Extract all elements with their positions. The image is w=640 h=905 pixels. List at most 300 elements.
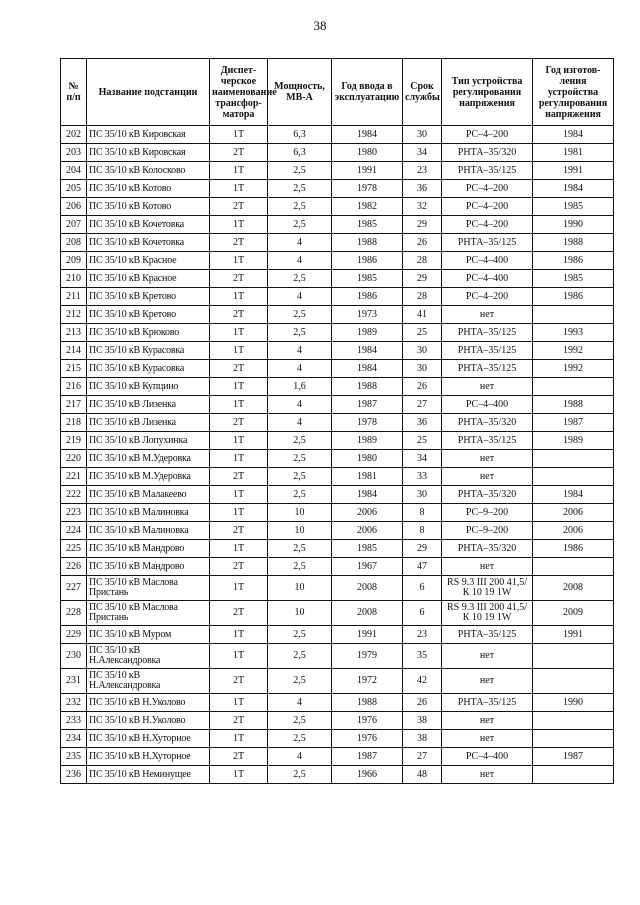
cell-power: 2,5: [268, 766, 332, 784]
cell-service-term: 38: [403, 712, 442, 730]
header-dispatch-name: Диспет- черское наименование трансфор- матора: [210, 59, 268, 126]
cell-regulator-type: нет: [442, 306, 533, 324]
cell-substation-name: ПС 35/10 кВ Маслова Пристань: [87, 601, 210, 626]
cell-regulator-year: 1988: [533, 234, 614, 252]
cell-substation-name: ПС 35/10 кВ Н.Хуторное: [87, 748, 210, 766]
table-row: [61, 342, 614, 360]
cell-regulator-type: нет: [442, 644, 533, 669]
cell-service-term: 8: [403, 504, 442, 522]
cell-substation-name: ПС 35/10 кВ Малиновка: [87, 504, 210, 522]
cell-dispatch-name: 1Т: [210, 486, 268, 504]
cell-regulator-type: РС–4–200: [442, 216, 533, 234]
cell-commission-year: 1986: [332, 288, 403, 306]
cell-number: 216: [61, 378, 87, 396]
cell-commission-year: 1988: [332, 694, 403, 712]
cell-regulator-type: РС–9–200: [442, 522, 533, 540]
cell-dispatch-name: 1Т: [210, 324, 268, 342]
cell-dispatch-name: 1Т: [210, 378, 268, 396]
cell-regulator-type: нет: [442, 558, 533, 576]
cell-service-term: 28: [403, 288, 442, 306]
cell-number: 224: [61, 522, 87, 540]
cell-number: 206: [61, 198, 87, 216]
cell-regulator-type: РС–4–400: [442, 270, 533, 288]
cell-substation-name: ПС 35/10 кВ Курасовка: [87, 342, 210, 360]
cell-regulator-year: [533, 558, 614, 576]
cell-substation-name: ПС 35/10 кВ Лизенка: [87, 414, 210, 432]
cell-commission-year: 1967: [332, 558, 403, 576]
cell-substation-name: ПС 35/10 кВ Н.Уколово: [87, 712, 210, 730]
cell-power: 2,5: [268, 324, 332, 342]
page-number: 38: [313, 18, 327, 33]
table-row: [61, 198, 614, 216]
table-row: [61, 540, 614, 558]
cell-substation-name: ПС 35/10 кВ Кировская: [87, 126, 210, 144]
cell-regulator-year: [533, 450, 614, 468]
cell-substation-name: ПС 35/10 кВ Кретово: [87, 288, 210, 306]
cell-commission-year: 1972: [332, 669, 403, 694]
cell-number: 235: [61, 748, 87, 766]
cell-dispatch-name: 1Т: [210, 626, 268, 644]
cell-regulator-type: RS 9.3 III 200 41,5/К 10 19 1W: [442, 601, 533, 626]
cell-power: 2,5: [268, 669, 332, 694]
table-row: [61, 504, 614, 522]
cell-commission-year: 1988: [332, 234, 403, 252]
cell-number: 231: [61, 669, 87, 694]
cell-regulator-type: нет: [442, 730, 533, 748]
cell-substation-name: ПС 35/10 кВ Лизенка: [87, 396, 210, 414]
cell-power: 2,5: [268, 468, 332, 486]
cell-substation-name: ПС 35/10 кВ Малиновка: [87, 522, 210, 540]
cell-commission-year: 1980: [332, 450, 403, 468]
cell-regulator-type: РНТА–35/320: [442, 540, 533, 558]
cell-dispatch-name: 1Т: [210, 576, 268, 601]
cell-regulator-year: 1988: [533, 396, 614, 414]
cell-substation-name: ПС 35/10 кВ Маслова Пристань: [87, 576, 210, 601]
cell-power: 4: [268, 748, 332, 766]
table-row: [61, 450, 614, 468]
table-row: [61, 601, 614, 626]
table-row: [61, 694, 614, 712]
cell-regulator-year: 1989: [533, 432, 614, 450]
table-row: [61, 288, 614, 306]
table-row: [61, 144, 614, 162]
cell-service-term: 48: [403, 766, 442, 784]
cell-number: 233: [61, 712, 87, 730]
cell-service-term: 34: [403, 144, 442, 162]
cell-service-term: 30: [403, 360, 442, 378]
table-row: [61, 126, 614, 144]
table-row: [61, 558, 614, 576]
cell-regulator-year: [533, 730, 614, 748]
cell-regulator-year: 1987: [533, 748, 614, 766]
cell-number: 223: [61, 504, 87, 522]
cell-substation-name: ПС 35/10 кВ М.Удеровка: [87, 468, 210, 486]
cell-power: 2,5: [268, 270, 332, 288]
cell-substation-name: ПС 35/10 кВ Мандрово: [87, 540, 210, 558]
cell-commission-year: 1985: [332, 216, 403, 234]
cell-number: 234: [61, 730, 87, 748]
cell-power: 4: [268, 342, 332, 360]
cell-commission-year: 1966: [332, 766, 403, 784]
cell-regulator-type: РС–4–400: [442, 748, 533, 766]
cell-number: 232: [61, 694, 87, 712]
cell-commission-year: 1989: [332, 324, 403, 342]
cell-dispatch-name: 2Т: [210, 748, 268, 766]
cell-regulator-type: РС–4–200: [442, 126, 533, 144]
header-regulator-year: Год изготов- ления устройства регулирования напряжения: [533, 59, 614, 126]
cell-service-term: 6: [403, 601, 442, 626]
cell-power: 2,5: [268, 626, 332, 644]
cell-power: 2,5: [268, 180, 332, 198]
cell-regulator-year: 1987: [533, 414, 614, 432]
cell-power: 10: [268, 601, 332, 626]
cell-regulator-year: 1990: [533, 694, 614, 712]
cell-commission-year: 1989: [332, 432, 403, 450]
cell-service-term: 27: [403, 396, 442, 414]
cell-service-term: 41: [403, 306, 442, 324]
cell-commission-year: 1984: [332, 126, 403, 144]
cell-power: 2,5: [268, 306, 332, 324]
table-row: [61, 324, 614, 342]
cell-power: 6,3: [268, 126, 332, 144]
cell-service-term: 25: [403, 324, 442, 342]
cell-substation-name: ПС 35/10 кВ Н.Хуторное: [87, 730, 210, 748]
cell-dispatch-name: 2Т: [210, 144, 268, 162]
cell-commission-year: 1987: [332, 396, 403, 414]
cell-service-term: 29: [403, 216, 442, 234]
cell-dispatch-name: 2Т: [210, 669, 268, 694]
cell-regulator-year: 1986: [533, 252, 614, 270]
cell-dispatch-name: 1Т: [210, 126, 268, 144]
cell-number: 215: [61, 360, 87, 378]
cell-regulator-year: [533, 644, 614, 669]
cell-substation-name: ПС 35/10 кВ Кочетовка: [87, 234, 210, 252]
cell-substation-name: ПС 35/10 кВ Неминущее: [87, 766, 210, 784]
cell-power: 2,5: [268, 540, 332, 558]
cell-regulator-type: нет: [442, 669, 533, 694]
cell-regulator-type: РНТА–35/125: [442, 626, 533, 644]
cell-dispatch-name: 1Т: [210, 540, 268, 558]
cell-dispatch-name: 1Т: [210, 180, 268, 198]
cell-power: 2,5: [268, 432, 332, 450]
cell-dispatch-name: 1Т: [210, 504, 268, 522]
cell-dispatch-name: 1Т: [210, 162, 268, 180]
cell-regulator-year: 1991: [533, 162, 614, 180]
cell-number: 208: [61, 234, 87, 252]
table-row: [61, 576, 614, 601]
cell-service-term: 35: [403, 644, 442, 669]
cell-service-term: 29: [403, 270, 442, 288]
cell-regulator-type: нет: [442, 378, 533, 396]
cell-dispatch-name: 1Т: [210, 252, 268, 270]
cell-regulator-type: нет: [442, 468, 533, 486]
cell-regulator-type: нет: [442, 766, 533, 784]
cell-commission-year: 1980: [332, 144, 403, 162]
cell-regulator-year: 1993: [533, 324, 614, 342]
cell-regulator-year: [533, 468, 614, 486]
cell-substation-name: ПС 35/10 кВ Н.Александровка: [87, 669, 210, 694]
cell-number: 204: [61, 162, 87, 180]
cell-regulator-year: [533, 669, 614, 694]
cell-dispatch-name: 2Т: [210, 468, 268, 486]
cell-commission-year: 1987: [332, 748, 403, 766]
cell-dispatch-name: 2Т: [210, 522, 268, 540]
cell-power: 6,3: [268, 144, 332, 162]
cell-regulator-year: [533, 378, 614, 396]
cell-service-term: 34: [403, 450, 442, 468]
cell-commission-year: 2008: [332, 601, 403, 626]
table-row: [61, 730, 614, 748]
header-substation-name: Название подстанции: [87, 59, 210, 126]
cell-regulator-type: РНТА–35/125: [442, 694, 533, 712]
cell-substation-name: ПС 35/10 кВ Лопухинка: [87, 432, 210, 450]
cell-number: 217: [61, 396, 87, 414]
cell-substation-name: ПС 35/10 кВ М.Удеровка: [87, 450, 210, 468]
cell-commission-year: 1976: [332, 730, 403, 748]
cell-power: 2,5: [268, 558, 332, 576]
cell-regulator-type: РНТА–35/125: [442, 324, 533, 342]
cell-power: 4: [268, 396, 332, 414]
cell-service-term: 27: [403, 748, 442, 766]
cell-regulator-type: RS 9.3 III 200 41,5/К 10 19 1W: [442, 576, 533, 601]
cell-service-term: 36: [403, 180, 442, 198]
cell-commission-year: 1984: [332, 360, 403, 378]
cell-power: 4: [268, 414, 332, 432]
cell-number: 205: [61, 180, 87, 198]
cell-regulator-type: РНТА–35/320: [442, 144, 533, 162]
cell-service-term: 26: [403, 378, 442, 396]
cell-commission-year: 1985: [332, 270, 403, 288]
cell-service-term: 30: [403, 486, 442, 504]
table-row: [61, 216, 614, 234]
cell-dispatch-name: 2Т: [210, 558, 268, 576]
cell-commission-year: 1985: [332, 540, 403, 558]
cell-regulator-type: РНТА–35/125: [442, 360, 533, 378]
cell-commission-year: 1991: [332, 162, 403, 180]
cell-regulator-type: РС–4–400: [442, 396, 533, 414]
cell-commission-year: 1984: [332, 486, 403, 504]
cell-service-term: 6: [403, 576, 442, 601]
cell-commission-year: 2006: [332, 504, 403, 522]
cell-commission-year: 1982: [332, 198, 403, 216]
cell-commission-year: 1978: [332, 414, 403, 432]
cell-number: 221: [61, 468, 87, 486]
cell-dispatch-name: 2Т: [210, 234, 268, 252]
cell-service-term: 25: [403, 432, 442, 450]
cell-regulator-type: РНТА–35/125: [442, 162, 533, 180]
cell-number: 212: [61, 306, 87, 324]
cell-power: 4: [268, 252, 332, 270]
cell-regulator-year: 1985: [533, 198, 614, 216]
cell-service-term: 47: [403, 558, 442, 576]
cell-service-term: 26: [403, 234, 442, 252]
cell-commission-year: 1976: [332, 712, 403, 730]
cell-number: 218: [61, 414, 87, 432]
cell-number: 203: [61, 144, 87, 162]
cell-service-term: 36: [403, 414, 442, 432]
cell-number: 222: [61, 486, 87, 504]
cell-commission-year: 1991: [332, 626, 403, 644]
cell-substation-name: ПС 35/10 кВ Кировская: [87, 144, 210, 162]
cell-substation-name: ПС 35/10 кВ Н.Уколово: [87, 694, 210, 712]
cell-power: 2,5: [268, 450, 332, 468]
cell-dispatch-name: 2Т: [210, 414, 268, 432]
cell-dispatch-name: 2Т: [210, 360, 268, 378]
table-row: [61, 669, 614, 694]
cell-regulator-year: 1992: [533, 342, 614, 360]
cell-service-term: 42: [403, 669, 442, 694]
cell-power: 10: [268, 504, 332, 522]
cell-dispatch-name: 1Т: [210, 694, 268, 712]
cell-service-term: 29: [403, 540, 442, 558]
table-row: [61, 712, 614, 730]
cell-power: 4: [268, 234, 332, 252]
cell-regulator-year: 2006: [533, 522, 614, 540]
cell-power: 2,5: [268, 486, 332, 504]
cell-regulator-type: РНТА–35/125: [442, 234, 533, 252]
table-row: [61, 626, 614, 644]
table-row: [61, 432, 614, 450]
cell-regulator-year: 1986: [533, 540, 614, 558]
cell-regulator-year: [533, 712, 614, 730]
cell-commission-year: 1984: [332, 342, 403, 360]
cell-dispatch-name: 1Т: [210, 450, 268, 468]
cell-commission-year: 1986: [332, 252, 403, 270]
cell-dispatch-name: 2Т: [210, 601, 268, 626]
cell-service-term: 28: [403, 252, 442, 270]
cell-commission-year: 1979: [332, 644, 403, 669]
cell-regulator-year: 1981: [533, 144, 614, 162]
cell-regulator-year: 1984: [533, 126, 614, 144]
cell-number: 228: [61, 601, 87, 626]
cell-regulator-year: [533, 766, 614, 784]
cell-dispatch-name: 1Т: [210, 216, 268, 234]
cell-regulator-type: РНТА–35/125: [442, 432, 533, 450]
cell-regulator-year: 1985: [533, 270, 614, 288]
cell-substation-name: ПС 35/10 кВ Кретово: [87, 306, 210, 324]
cell-regulator-type: РС–4–200: [442, 180, 533, 198]
table-row: [61, 748, 614, 766]
cell-substation-name: ПС 35/10 кВ Котово: [87, 180, 210, 198]
header-number: № п/п: [61, 59, 87, 126]
substation-table: [60, 58, 614, 784]
cell-regulator-year: 1990: [533, 216, 614, 234]
table-row: [61, 644, 614, 669]
cell-regulator-type: РС–4–200: [442, 198, 533, 216]
cell-power: 4: [268, 360, 332, 378]
cell-number: 236: [61, 766, 87, 784]
cell-number: 226: [61, 558, 87, 576]
cell-dispatch-name: 2Т: [210, 270, 268, 288]
cell-regulator-type: РС–4–400: [442, 252, 533, 270]
table-row: [61, 468, 614, 486]
cell-number: 227: [61, 576, 87, 601]
cell-regulator-year: 1984: [533, 180, 614, 198]
cell-power: 2,5: [268, 198, 332, 216]
cell-regulator-year: 2009: [533, 601, 614, 626]
cell-power: 1,6: [268, 378, 332, 396]
cell-power: 2,5: [268, 216, 332, 234]
cell-dispatch-name: 1Т: [210, 396, 268, 414]
cell-regulator-type: нет: [442, 712, 533, 730]
table-row: [61, 396, 614, 414]
cell-service-term: 32: [403, 198, 442, 216]
cell-regulator-type: РС–9–200: [442, 504, 533, 522]
cell-power: 4: [268, 694, 332, 712]
cell-dispatch-name: 1Т: [210, 342, 268, 360]
cell-service-term: 23: [403, 162, 442, 180]
table-row: [61, 360, 614, 378]
header-regulator-type: Тип устройства регулирования напряжения: [442, 59, 533, 126]
cell-dispatch-name: 2Т: [210, 198, 268, 216]
cell-substation-name: ПС 35/10 кВ Котово: [87, 198, 210, 216]
header-power: Мощность, МВ-А: [268, 59, 332, 126]
cell-dispatch-name: 1Т: [210, 288, 268, 306]
cell-number: 209: [61, 252, 87, 270]
cell-dispatch-name: 1Т: [210, 766, 268, 784]
cell-regulator-year: 1991: [533, 626, 614, 644]
cell-substation-name: ПС 35/10 кВ Малакеево: [87, 486, 210, 504]
table-row: [61, 378, 614, 396]
cell-regulator-year: 1986: [533, 288, 614, 306]
table-row: [61, 252, 614, 270]
cell-number: 225: [61, 540, 87, 558]
header-commission-year: Год ввода в эксплуатацию: [332, 59, 403, 126]
cell-number: 210: [61, 270, 87, 288]
cell-substation-name: ПС 35/10 кВ Красное: [87, 252, 210, 270]
cell-service-term: 30: [403, 342, 442, 360]
cell-regulator-type: РНТА–35/320: [442, 414, 533, 432]
cell-regulator-year: 1984: [533, 486, 614, 504]
cell-number: 213: [61, 324, 87, 342]
cell-commission-year: 1978: [332, 180, 403, 198]
header-service-term: Срок службы: [403, 59, 442, 126]
table-body: [61, 126, 614, 784]
cell-commission-year: 2008: [332, 576, 403, 601]
cell-regulator-year: 2006: [533, 504, 614, 522]
cell-number: 220: [61, 450, 87, 468]
cell-number: 207: [61, 216, 87, 234]
cell-service-term: 26: [403, 694, 442, 712]
cell-substation-name: ПС 35/10 кВ Курасовка: [87, 360, 210, 378]
cell-service-term: 23: [403, 626, 442, 644]
cell-regulator-type: РНТА–35/125: [442, 342, 533, 360]
table-header-row: [61, 59, 614, 126]
cell-regulator-year: 1992: [533, 360, 614, 378]
cell-substation-name: ПС 35/10 кВ Колосково: [87, 162, 210, 180]
cell-substation-name: ПС 35/10 кВ Крюково: [87, 324, 210, 342]
cell-number: 230: [61, 644, 87, 669]
cell-commission-year: 2006: [332, 522, 403, 540]
cell-substation-name: ПС 35/10 кВ Н.Александровка: [87, 644, 210, 669]
table-row: [61, 522, 614, 540]
table-row: [61, 270, 614, 288]
cell-service-term: 33: [403, 468, 442, 486]
cell-power: 2,5: [268, 162, 332, 180]
cell-substation-name: ПС 35/10 кВ Купцино: [87, 378, 210, 396]
cell-power: 4: [268, 288, 332, 306]
cell-service-term: 38: [403, 730, 442, 748]
cell-substation-name: ПС 35/10 кВ Кочетовка: [87, 216, 210, 234]
cell-power: 2,5: [268, 712, 332, 730]
table-row: [61, 180, 614, 198]
table-row: [61, 306, 614, 324]
table-row: [61, 766, 614, 784]
cell-service-term: 8: [403, 522, 442, 540]
cell-commission-year: 1988: [332, 378, 403, 396]
cell-substation-name: ПС 35/10 кВ Красное: [87, 270, 210, 288]
cell-dispatch-name: 2Т: [210, 712, 268, 730]
